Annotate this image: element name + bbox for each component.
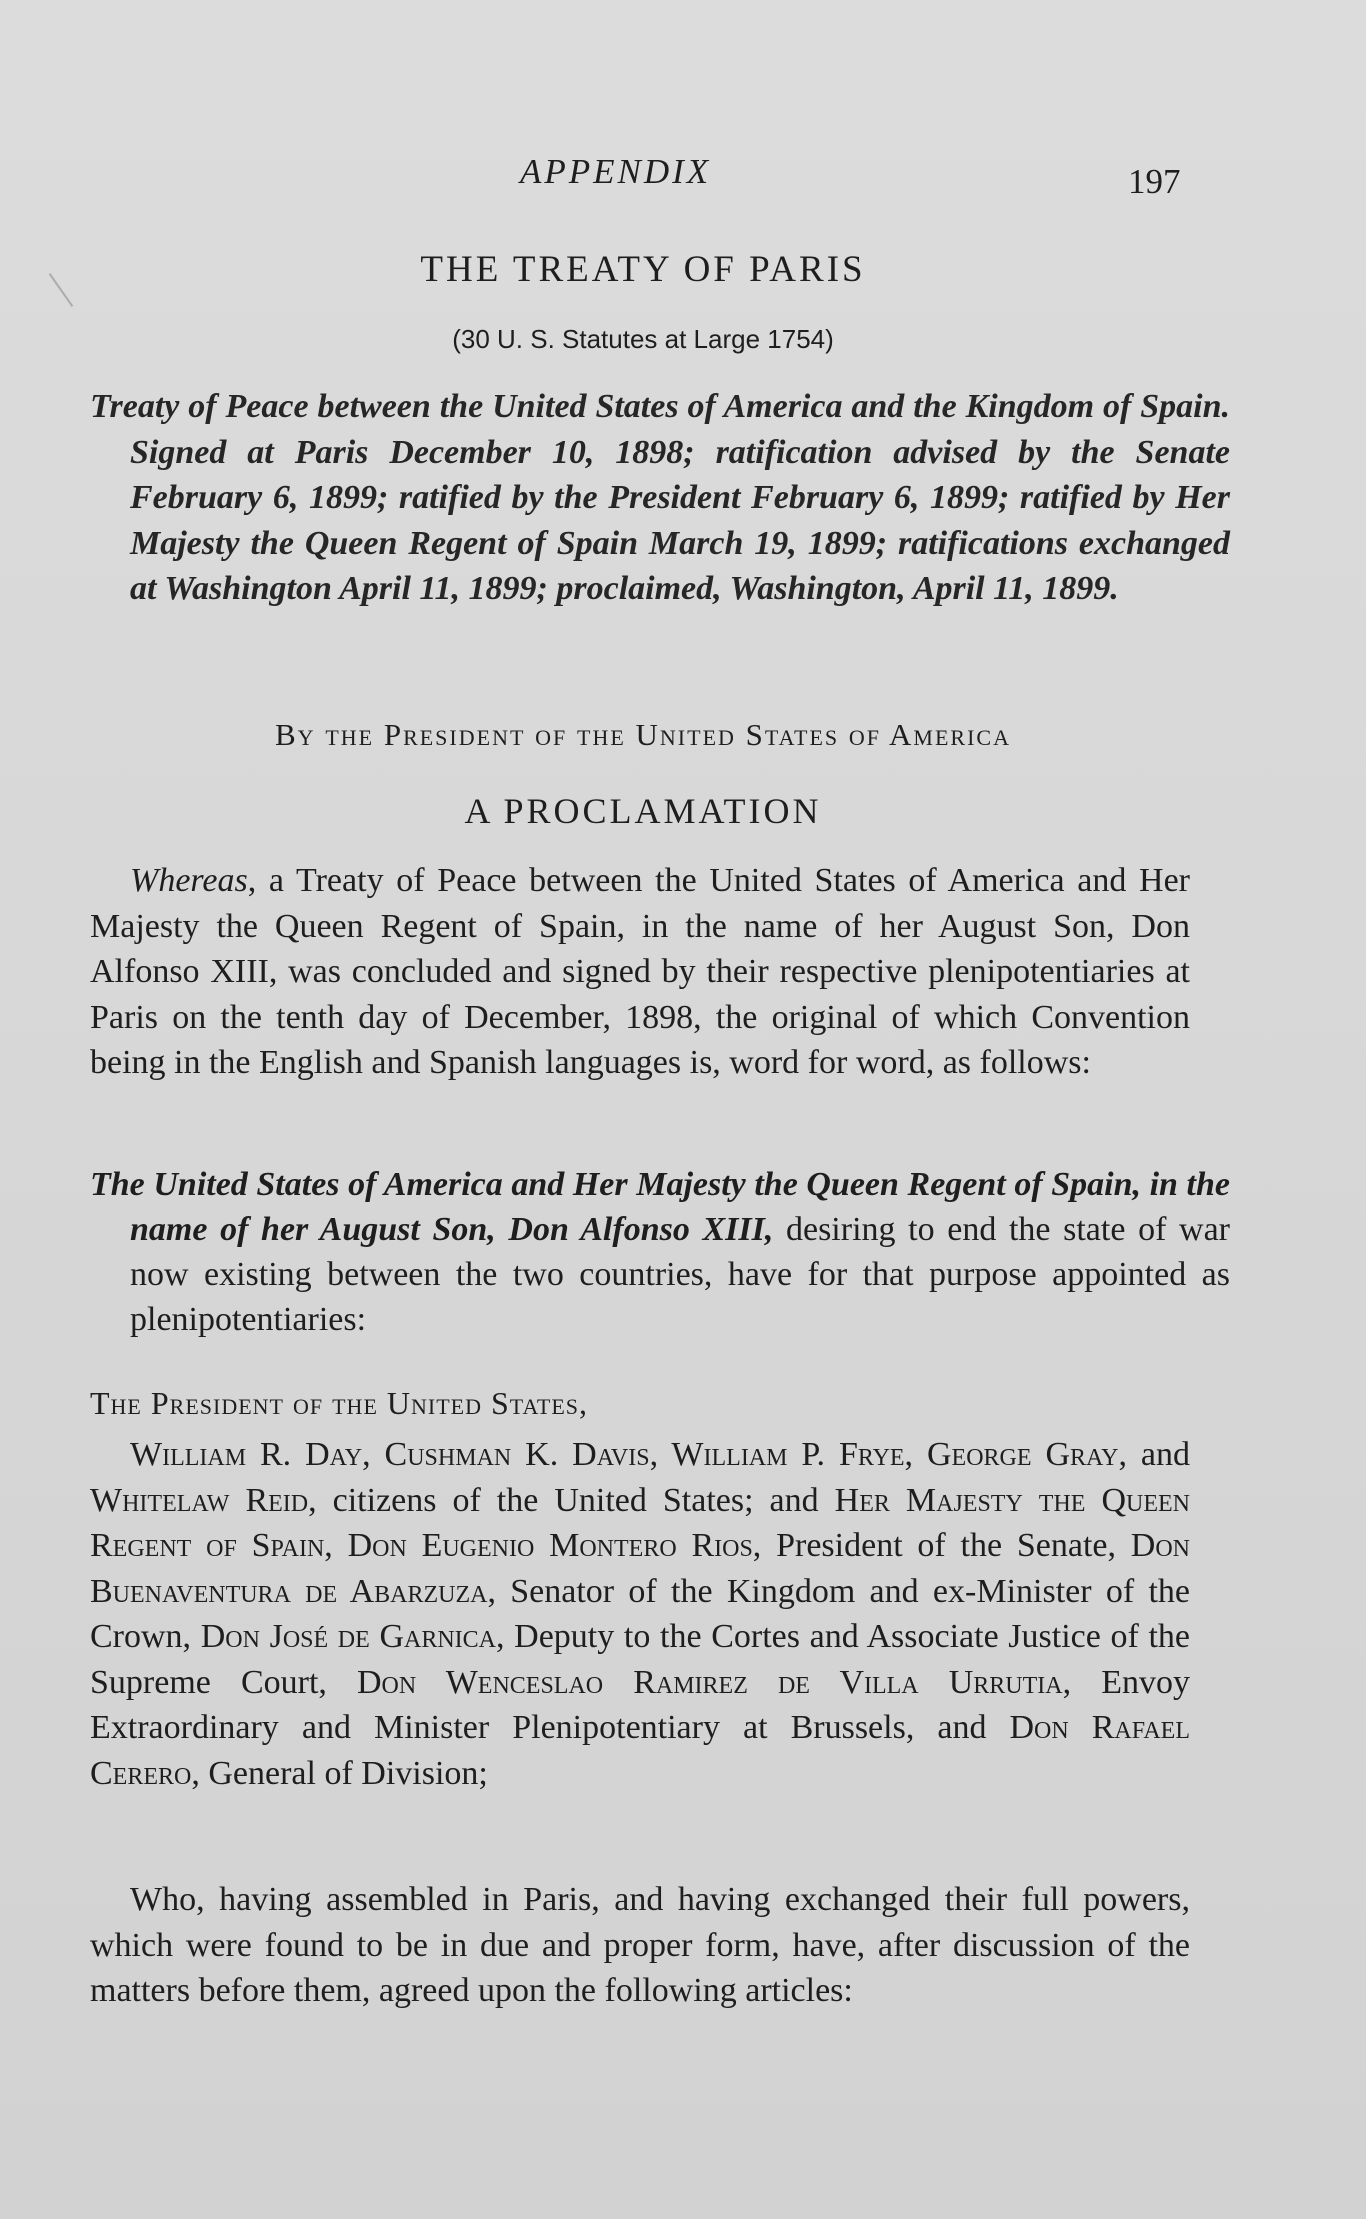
- parties-plain: desiring to end the state of war now existing between the two countries, have for that purpose appointed as plenipotentiaries:: [130, 1211, 1230, 1338]
- running-head: [0, 152, 1366, 202]
- abarzuza-role: Senator of the Kingdom and ex-Minister of the Crown,: [90, 1572, 1190, 1655]
- queen-and-montero: Her Majesty the Queen Regent of Spain, Don Eugenio Montero Rios,: [90, 1481, 1190, 1564]
- whereas-text: , a Treaty of Peace between the United States of America and Her Majesty the Queen Regent of Spain, in the name of her August Son, Don Alfonso XIII, was concluded and signed by their respective plenipotentiaries at Paris on the tenth day of December, 1898, the original of which Convention being in the English and Spanish languages is, word for word, as follows:: [90, 862, 1190, 1081]
- cerero-role: General of Division;: [199, 1754, 488, 1792]
- who-paragraph: Who, having assembled in Paris, and having exchanged their full powers, which were found to be in due and proper form, have, after discussion of the matters before them, agreed upon the following articles:: [90, 1881, 1190, 2009]
- whereas-paragraph: [90, 858, 1190, 1086]
- urrutia-name: Don Wenceslao Ramirez de Villa Urrutia,: [357, 1663, 1072, 1701]
- treaty-title: THE TREATY OF PARIS: [420, 249, 866, 290]
- proclamation-heading: A PROCLAMATION: [464, 791, 822, 831]
- treaty-summary: Treaty of Peace between the United States of America and the Kingdom of Spain. Signed at Paris December 10, 1898; ratification advised by the Senate February 6, 1899; ratified by the President February 6, 1899; ratified by Her Majesty the Queen Regent of Spain March 19, 1899; ratifications exchanged at Washington April 11, 1899; proclaimed, Washington, April 11, 1899.: [90, 388, 1230, 607]
- citizens-text: citizens of the United States; and: [316, 1481, 835, 1519]
- by-president-heading: By the President of the United States of America: [275, 717, 1011, 752]
- montero-role: President of the Senate,: [761, 1527, 1131, 1564]
- statute-citation: (30 U. S. Statutes at Large 1754): [452, 324, 834, 354]
- parties-italic: The United States of America and Her Majesty the Queen Regent of Spain, in the name of her August Son, Don Alfonso XIII,: [90, 1166, 1230, 1248]
- cerero-name: Don Rafael Cerero,: [90, 1709, 1190, 1792]
- urrutia-role: Envoy Extraordinary and Minister Plenipotentiary at Brussels, and: [90, 1663, 1190, 1746]
- parties-paragraph: [90, 1162, 1230, 1342]
- page-number: 197: [1128, 162, 1181, 201]
- reid-name: Whitelaw Reid,: [90, 1481, 317, 1519]
- running-title: APPENDIX: [520, 152, 712, 191]
- abarzuza-name: Don Buenaventura de Abarzuza,: [90, 1527, 1190, 1610]
- garnica-name: Don José de Garnica,: [200, 1618, 505, 1655]
- plenipotentiaries-paragraph: [90, 1432, 1190, 1796]
- and-text: and: [1126, 1436, 1191, 1473]
- garnica-role: Deputy to the Cortes and Associate Justice of the Supreme Court,: [90, 1618, 1191, 1701]
- us-president-heading: The President of the United States,: [90, 1385, 589, 1421]
- us-names: William R. Day, Cushman K. Davis, William P. Frye, George Gray,: [130, 1436, 1127, 1473]
- whereas-lead: Whereas: [130, 862, 248, 899]
